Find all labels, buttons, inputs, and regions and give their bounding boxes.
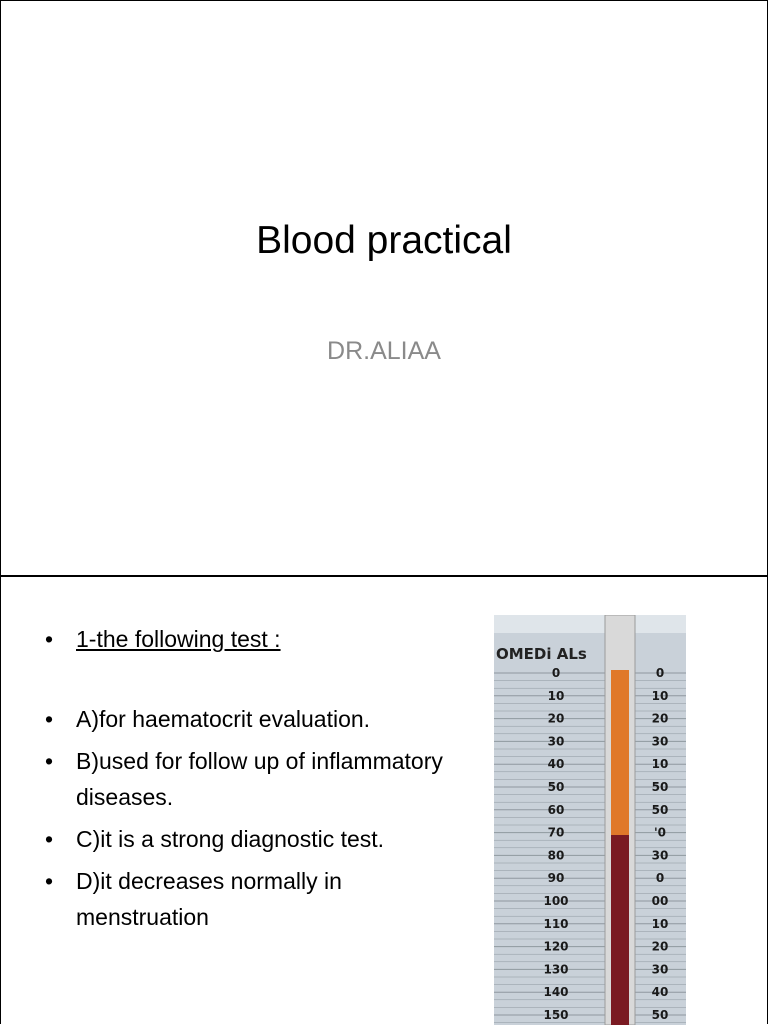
scale-right-label: 30 bbox=[651, 962, 669, 977]
scale-right-label: 0 bbox=[655, 666, 665, 680]
plasma-column bbox=[611, 670, 629, 835]
scale-right-label: 30 bbox=[651, 734, 669, 749]
scale-right-label: 00 bbox=[651, 894, 669, 908]
scale-right-label: 40 bbox=[651, 985, 669, 1000]
brand-text: OMEDi ALs bbox=[496, 645, 587, 663]
scale-left-label: 110 bbox=[543, 916, 569, 931]
scale-left-label: 150 bbox=[543, 1008, 569, 1022]
scale-left-label: 0 bbox=[551, 666, 561, 680]
red-cell-column bbox=[611, 835, 629, 1025]
option-a: • A)for haematocrit evaluation. bbox=[45, 701, 465, 737]
scale-left-label: 40 bbox=[547, 757, 565, 772]
slide-subtitle: DR.ALIAA bbox=[327, 337, 441, 365]
option-d: • D)it decreases normally in menstruation bbox=[45, 863, 465, 935]
scale-right-label: 50 bbox=[651, 802, 669, 817]
scale-left-label: 30 bbox=[547, 734, 565, 749]
scale-right-label: 10 bbox=[651, 916, 669, 931]
question-slide bbox=[0, 576, 768, 1024]
question-heading: • 1-the following test : bbox=[45, 621, 465, 657]
scale-right-label: 50 bbox=[651, 780, 669, 794]
option-b: • B)used for follow up of inflammatory diseases. bbox=[45, 743, 465, 815]
scale-left-label: 90 bbox=[547, 871, 565, 886]
scale-right-label: 20 bbox=[651, 711, 669, 726]
scale-left-label: 80 bbox=[547, 848, 565, 863]
scale-right-label: '0 bbox=[653, 825, 667, 840]
scale-right-label: 50 bbox=[651, 1008, 669, 1022]
slide-title: Blood practical bbox=[256, 219, 512, 262]
scale-left-label: 140 bbox=[543, 985, 569, 1000]
scale-left-label: 60 bbox=[547, 802, 565, 817]
question-bullets bbox=[45, 621, 465, 941]
option-c: • C)it is a strong diagnostic test. bbox=[45, 821, 465, 857]
scale-left-label: 100 bbox=[543, 894, 569, 908]
scale-right-label: 20 bbox=[651, 939, 669, 954]
scale-left-label: 130 bbox=[543, 962, 569, 977]
scale-right-label: 0 bbox=[655, 871, 665, 886]
scale-left-label: 120 bbox=[543, 939, 569, 954]
scale-left-label: 20 bbox=[547, 711, 565, 726]
scale-right-label: 30 bbox=[651, 848, 669, 863]
photo-top-strip bbox=[494, 615, 686, 633]
scale-right-label: 10 bbox=[651, 757, 669, 772]
scale-right-label: 10 bbox=[651, 688, 669, 703]
westergren-tube-photo bbox=[494, 615, 686, 1025]
scale-left-label: 10 bbox=[547, 688, 565, 703]
scale-left-label: 50 bbox=[547, 780, 565, 794]
scale-left-label: 70 bbox=[547, 825, 565, 840]
